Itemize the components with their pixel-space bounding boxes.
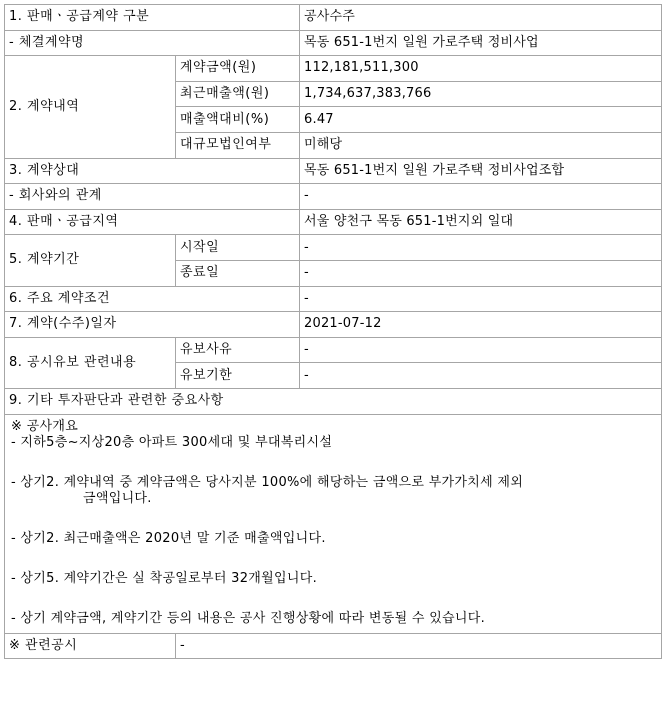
conditions-value: - (300, 286, 662, 312)
row-other-heading (5, 388, 662, 414)
recent-sales-label: 최근매출액(원) (176, 81, 300, 107)
other-notes (5, 414, 662, 633)
row-contract-name (5, 30, 662, 56)
notes-heading: ※ 공사개요 (11, 418, 79, 434)
deferral-reason-label: 유보사유 (176, 337, 300, 363)
disclosure-table (4, 4, 662, 659)
deferral-label: 8. 공시유보 관련내용 (5, 337, 176, 388)
deferral-reason-value: - (300, 337, 662, 363)
contract-amount-value: 112,181,511,300 (300, 56, 662, 82)
note-line-3: - 상기2. 최근매출액은 2020년 말 기준 매출액입니다. (11, 530, 326, 546)
deferral-deadline-value: - (300, 363, 662, 389)
contract-amount-label: 계약금액(원) (176, 56, 300, 82)
deferral-deadline-label: 유보기한 (176, 363, 300, 389)
contract-details-label: 2. 계약내역 (5, 56, 176, 158)
period-end-label: 종료일 (176, 260, 300, 286)
contract-date-label: 7. 계약(수주)일자 (5, 312, 300, 338)
recent-sales-value: 1,734,637,383,766 (300, 81, 662, 107)
row-period-start (5, 235, 662, 261)
period-start-value: - (300, 235, 662, 261)
relationship-value: - (300, 184, 662, 210)
other-label: 9. 기타 투자판단과 관련한 중요사항 (5, 388, 662, 414)
region-label: 4. 판매ㆍ공급지역 (5, 209, 300, 235)
large-corp-label: 대규모법인여부 (176, 132, 300, 158)
contract-name-value: 목동 651-1번지 일원 가로주택 정비사업 (300, 30, 662, 56)
note-line-5: - 상기 계약금액, 계약기간 등의 내용은 공사 진행상황에 따라 변동될 수 있습니다. (11, 610, 486, 626)
related-value: - (176, 633, 662, 659)
row-counterparty (5, 158, 662, 184)
row-conditions (5, 286, 662, 312)
counterparty-value: 목동 651-1번지 일원 가로주택 정비사업조합 (300, 158, 662, 184)
note-line-4: - 상기5. 계약기간은 실 착공일로부터 32개월입니다. (11, 570, 318, 586)
sales-ratio-value: 6.47 (300, 107, 662, 133)
sales-category-label: 1. 판매ㆍ공급계약 구분 (5, 5, 300, 31)
note-line-2-continued: 금액입니다. (83, 490, 152, 506)
large-corp-value: 미해당 (300, 132, 662, 158)
relationship-label: - 회사와의 관계 (5, 184, 300, 210)
sales-category-value: 공사수주 (300, 5, 662, 31)
row-other-notes (5, 414, 662, 633)
row-relationship (5, 184, 662, 210)
row-contract-amount (5, 56, 662, 82)
row-sales-category (5, 5, 662, 31)
row-deferral-reason (5, 337, 662, 363)
period-start-label: 시작일 (176, 235, 300, 261)
row-related (5, 633, 662, 659)
note-line-2: - 상기2. 계약내역 중 계약금액은 당사지분 100%에 해당하는 금액으로 부가가치세 제외 (11, 474, 524, 490)
note-line-1: - 지하5층~지상20층 아파트 300세대 및 부대복리시설 (11, 434, 333, 450)
period-end-value: - (300, 260, 662, 286)
contract-name-label: - 체결계약명 (5, 30, 300, 56)
counterparty-label: 3. 계약상대 (5, 158, 300, 184)
row-region (5, 209, 662, 235)
row-contract-date (5, 312, 662, 338)
conditions-label: 6. 주요 계약조건 (5, 286, 300, 312)
related-label: ※ 관련공시 (5, 633, 176, 659)
contract-date-value: 2021-07-12 (300, 312, 662, 338)
period-label: 5. 계약기간 (5, 235, 176, 286)
sales-ratio-label: 매출액대비(%) (176, 107, 300, 133)
region-value: 서울 양천구 목동 651-1번지외 일대 (300, 209, 662, 235)
